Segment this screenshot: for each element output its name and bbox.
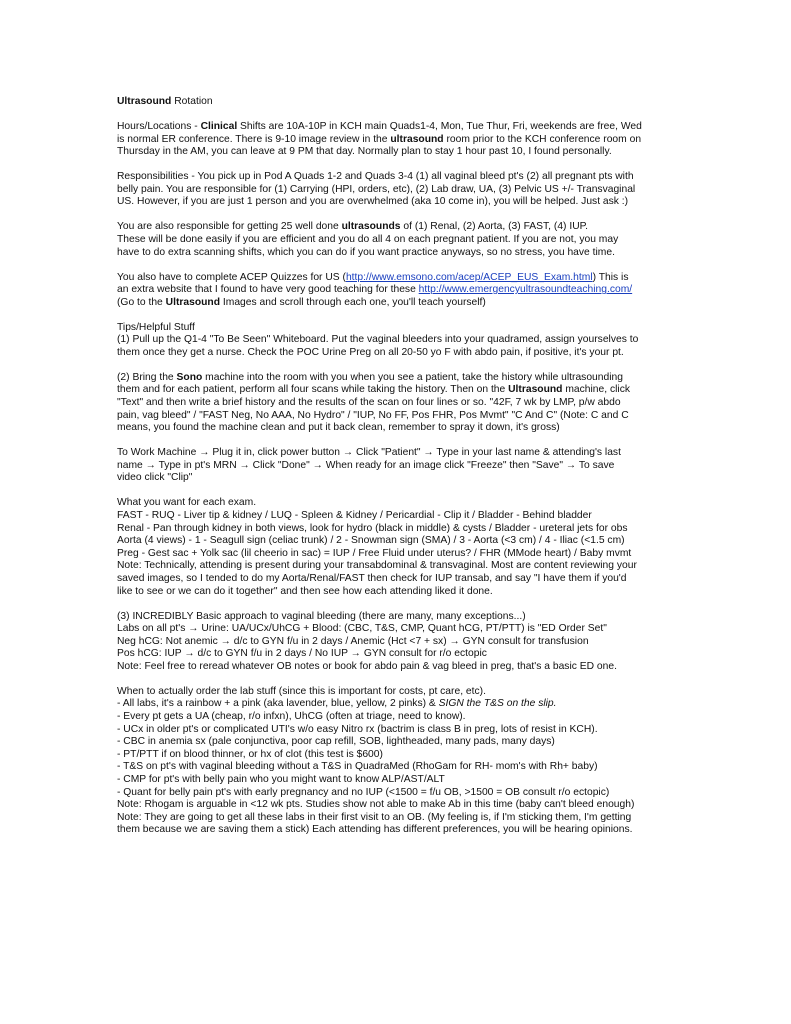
text-run: them once they get a nurse. Check the POC Urine Preg on all 20-50 yo F with abdo pain, if positive, it's your pt. xyxy=(117,346,624,358)
text-line xyxy=(117,334,677,347)
tips-paragraph xyxy=(117,322,677,360)
hyperlink[interactable]: http://www.emergencyultrasoundteaching.com/ xyxy=(418,284,633,296)
text-line xyxy=(117,397,677,410)
text-run: belly pain. You are responsible for (1) Carrying (HPI, orders, etc), (2) Lab draw, UA, (3) Pelvic US +/- Transvaginal xyxy=(117,183,636,195)
text-line xyxy=(117,586,677,599)
text-line xyxy=(117,196,677,209)
text-run: Tips/Helpful Stuff xyxy=(117,321,195,333)
text-line xyxy=(117,422,677,435)
text-line xyxy=(117,297,677,310)
text-line xyxy=(117,761,677,774)
bold-keyword: ultrasounds xyxy=(341,221,401,233)
italic-note: SIGN the T&S on the slip. xyxy=(438,698,557,710)
bold-keyword: ultrasound xyxy=(390,133,444,145)
text-run: - UCx in older pt's or complicated UTI's w/o easy Nitro rx (bactrim is class B in preg, lots of resist in KCH). xyxy=(117,723,598,735)
text-run: - T&S on pt's with vaginal bleeding without a T&S in QuadraMed (RhoGam for RH- mom's with Rh+ baby) xyxy=(117,761,598,773)
text-run: When to actually order the lab stuff (since this is important for costs, pt care, etc). xyxy=(117,685,486,697)
text-run: ) This is xyxy=(592,271,629,283)
document-title xyxy=(117,96,677,109)
bold-keyword: Ultrasound xyxy=(165,296,221,308)
responsibilities-paragraph xyxy=(117,171,677,209)
text-line xyxy=(117,774,677,787)
text-line xyxy=(117,636,677,649)
bold-keyword: Ultrasound xyxy=(508,384,563,396)
text-run: Responsibilities - You pick up in Pod A Quads 1-2 and Quads 3-4 (1) all vaginal bleed pt's (2) all pregnant pts with xyxy=(117,171,634,183)
text-line xyxy=(117,472,677,485)
text-run: Note: Rhogam is arguable in <12 wk pts. Studies show not able to make Ab in this time (baby can't bleed enough) xyxy=(117,799,635,811)
text-run: (1) Pull up the Q1-4 "To Be Seen" Whiteboard. Put the vaginal bleeders into your quadramed, assign yourselves to xyxy=(117,334,639,346)
text-line xyxy=(117,648,677,661)
text-run: Images and scroll through each one, you'll teach yourself) xyxy=(220,296,486,308)
title-rest: Rotation xyxy=(171,96,213,107)
text-line xyxy=(117,623,677,636)
text-run: have to do extra scanning shifts, which you can do if you want practice anyways, so no stress, you have time. xyxy=(117,246,615,258)
text-run: is normal ER conference. There is 9-10 image review in the xyxy=(117,133,391,145)
exam-paragraph xyxy=(117,497,677,598)
text-run: - PT/PTT if on blood thinner, or hx of clot (this test is $600) xyxy=(117,748,383,760)
text-line xyxy=(117,347,677,360)
text-run: Note: Technically, attending is present during your transabdominal & transvaginal. Most are content reviewing your xyxy=(117,560,637,572)
text-line xyxy=(117,272,677,285)
text-line xyxy=(117,535,677,548)
text-run: an extra website that I found to have very good teaching for these xyxy=(117,284,419,296)
text-run: Thursday in the AM, you can leave at 9 PM that day. Normally plan to stay 1 hour past 10, I found personally. xyxy=(117,146,612,158)
text-line xyxy=(117,510,677,523)
text-line xyxy=(117,121,677,134)
text-line xyxy=(117,698,677,711)
text-line xyxy=(117,372,677,385)
text-line xyxy=(117,523,677,536)
text-line xyxy=(117,560,677,573)
text-run: machine into the room with you when you see a patient, take the history while ultrasounding xyxy=(202,371,623,383)
text-run: - All labs, it's a rainbow + a pink (aka lavender, blue, yellow, 2 pinks) & xyxy=(117,698,439,710)
text-line xyxy=(117,322,677,335)
text-line xyxy=(117,284,677,297)
scans-paragraph xyxy=(117,221,677,259)
hours-paragraph xyxy=(117,121,677,159)
text-run: These will be done easily if you are efficient and you do all 4 on each pregnant patient. If you are not, you may xyxy=(117,233,619,245)
text-line xyxy=(117,384,677,397)
text-line xyxy=(117,460,677,473)
text-run: "Text" and then write a brief history and the results of the scan on four lines or so. "42F, 7 wk by LMP, p/w abdo xyxy=(117,397,621,409)
text-run: Labs on all pt's → Urine: UA/UCx/UhCG + Blood: (CBC, T&S, CMP, Quant hCG, PT/PTT) is "ED Order Set" xyxy=(117,623,607,635)
text-run: What you want for each exam. xyxy=(117,497,257,509)
text-run: Pos hCG: IUP → d/c to GYN f/u in 2 days / No IUP → GYN consult for r/o ectopic xyxy=(117,648,487,660)
text-line xyxy=(117,134,677,147)
text-line xyxy=(117,824,677,837)
text-run: - Quant for belly pain pt's with early pregnancy and no IUP (<1500 = f/u OB, >1500 = OB consult r/o ectopic) xyxy=(117,786,610,798)
text-run: saved images, so I tended to do my Aorta/Renal/FAST then check for IUP transab, and say "I have them if you'd xyxy=(117,572,627,584)
text-line xyxy=(117,799,677,812)
text-line xyxy=(117,146,677,159)
text-line xyxy=(117,749,677,762)
text-line xyxy=(117,724,677,737)
text-run: machine, click xyxy=(562,384,631,396)
text-run: means, you found the machine clean and put it back clean, remember to spray it down, it's gross) xyxy=(117,422,560,434)
text-run: them and for each patient, perform all four scans while taking the history. Then on the xyxy=(117,384,509,396)
text-line xyxy=(117,686,677,699)
text-line xyxy=(117,410,677,423)
text-run: like to see or we can do it together" and then see how each attending liked it done. xyxy=(117,585,493,597)
title-bold: Ultrasound xyxy=(117,96,172,107)
text-line xyxy=(117,447,677,460)
text-run: Note: Feel free to reread whatever OB notes or book for abdo pain & vag bleed in preg, that's a basic ED one. xyxy=(117,660,617,672)
hyperlink[interactable]: http://www.emsono.com/acep/ACEP_EUS_Exam.html xyxy=(345,271,593,283)
text-run: You also have to complete ACEP Quizzes for US ( xyxy=(117,271,346,283)
text-run: Hours/Locations - xyxy=(117,120,201,132)
text-run: Shifts are 10A-10P in KCH main Quads1-4, Mon, Tue Thur, Fri, weekends are free, Wed xyxy=(237,120,642,132)
text-line xyxy=(117,661,677,674)
text-run: video click "Clip" xyxy=(117,472,193,484)
document-page xyxy=(117,96,677,849)
text-line xyxy=(117,497,677,510)
text-run: - CBC in anemia sx (pale conjunctiva, poor cap refill, SOB, lightheaded, many pads, many days) xyxy=(117,736,555,748)
work-machine-paragraph xyxy=(117,447,677,485)
bold-keyword: Clinical xyxy=(200,120,238,132)
text-line xyxy=(117,611,677,624)
sono-paragraph xyxy=(117,372,677,435)
text-run: (2) Bring the xyxy=(117,371,177,383)
text-run: FAST - RUQ - Liver tip & kidney / LUQ - Spleen & Kidney / Pericardial - Clip it / Bladder - Behind bladder xyxy=(117,509,592,521)
text-run: Note: They are going to get all these labs in their first visit to an OB. (My feeling is, if I'm sticking them, I'm getting xyxy=(117,811,632,823)
text-line xyxy=(117,812,677,825)
text-run: Renal - Pan through kidney in both views, look for hydro (black in middle) & cysts / Bladder - ureteral jets for obs xyxy=(117,522,628,534)
text-line xyxy=(117,787,677,800)
bold-keyword: Sono xyxy=(176,371,203,383)
text-run: room prior to the KCH conference room on xyxy=(443,133,642,145)
text-line xyxy=(117,548,677,561)
text-run: - Every pt gets a UA (cheap, r/o infxn), UhCG (often at triage, need to know). xyxy=(117,711,466,723)
text-run: (3) INCREDIBLY Basic approach to vaginal bleeding (there are many, many exceptions...) xyxy=(117,610,526,622)
text-line xyxy=(117,736,677,749)
text-run: Preg - Gest sac + Yolk sac (lil cheerio in sac) = IUP / Free Fluid under uterus? / FHR (MMode heart) / Baby mvmt xyxy=(117,547,632,559)
text-line xyxy=(117,247,677,260)
quizzes-paragraph xyxy=(117,272,677,310)
text-run: US. However, if you are just 1 person and you are overwhelmed (aka 10 come in), you will be helped. Just ask :) xyxy=(117,196,629,208)
text-run: pain, vag bleed" / "FAST Neg, No AAA, No Hydro" / "IUP, No FF, Pos FHR, Pos Mvmt" "C And C" (Note: C and C xyxy=(117,409,629,421)
text-run: Neg hCG: Not anemic → d/c to GYN f/u in 2 days / Anemic (Hct <7 + sx) → GYN consult for transfusion xyxy=(117,635,589,647)
text-line xyxy=(117,171,677,184)
bleeding-paragraph xyxy=(117,611,677,674)
text-run: You are also responsible for getting 25 well done xyxy=(117,221,342,233)
text-line xyxy=(117,234,677,247)
text-run: Aorta (4 views) - 1 - Seagull sign (celiac trunk) / 2 - Snowman sign (SMA) / 3 - Aorta (<3 cm) / 4 - Iliac (<1.5 cm) xyxy=(117,535,625,547)
text-run: (Go to the xyxy=(117,296,166,308)
text-run: of (1) Renal, (2) Aorta, (3) FAST, (4) IUP. xyxy=(400,221,589,233)
text-run: To Work Machine → Plug it in, click power button → Click "Patient" → Type in your last name & attending's last xyxy=(117,447,621,459)
text-run: name → Type in pt's MRN → Click "Done" → When ready for an image click "Freeze" then "Save" → To save xyxy=(117,459,615,471)
text-line xyxy=(117,221,677,234)
labs-paragraph xyxy=(117,686,677,837)
text-run: - CMP for pt's with belly pain who you might want to know ALP/AST/ALT xyxy=(117,774,445,786)
text-line xyxy=(117,573,677,586)
text-line xyxy=(117,711,677,724)
text-run: them because we are saving them a stick) Each attending has different preferences, you will be hearing opinions. xyxy=(117,824,633,836)
text-line xyxy=(117,184,677,197)
